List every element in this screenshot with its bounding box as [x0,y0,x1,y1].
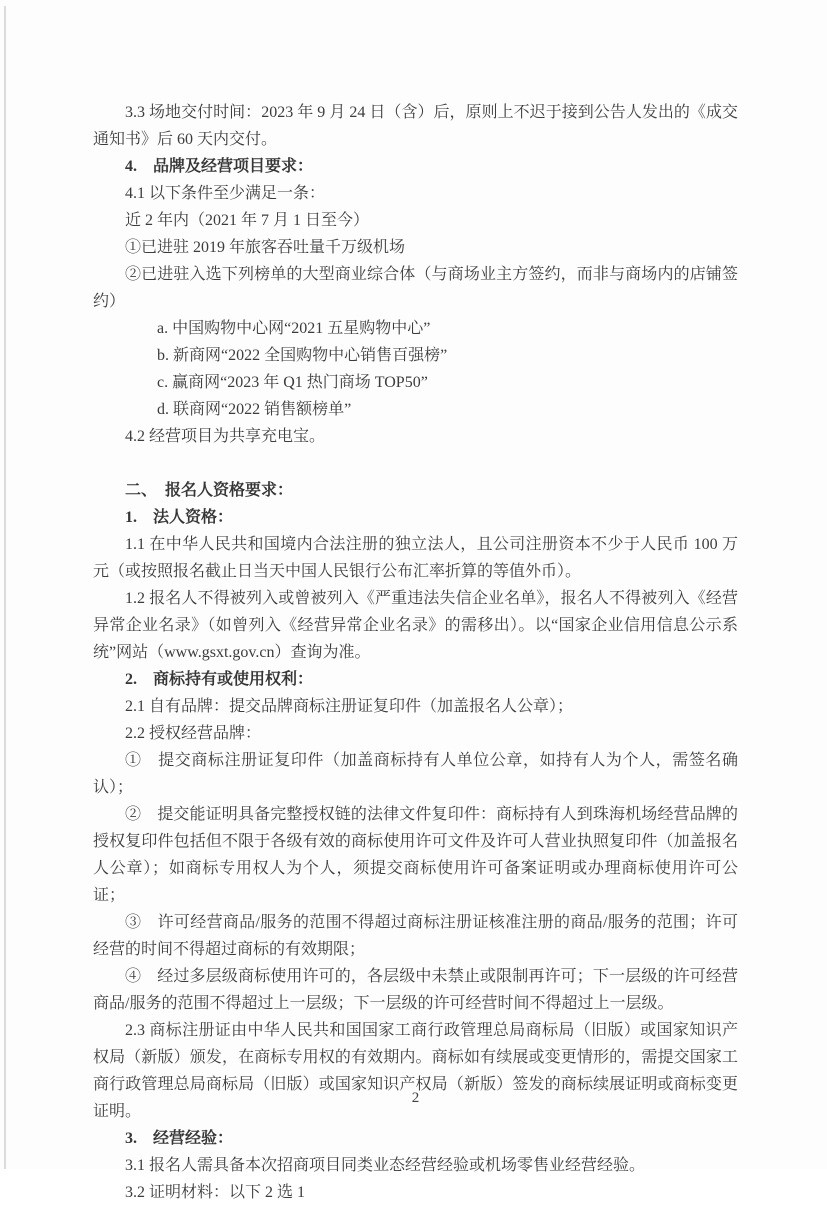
heading-brand-and-project-requirements-4: 4. 品牌及经营项目要求： [125,158,314,175]
para-license-scope-c3: ③ 许可经营商品/服务的范围不得超过商标注册证核准注册的商品/服务的范围；许可经营的时间不得超过商标的有效期限； [93,914,738,958]
para-condition-mall-lists: ②已进驻入选下列榜单的大型商业综合体（与商场业主方签约，而非与商场内的店铺签约） [93,266,738,310]
page-number: 2 [411,1090,420,1106]
list-item-a-mall-china: a. 中国购物中心网“2021 五星购物中心” [157,320,431,337]
list-item-b-xinshang: b. 新商网“2022 全国购物中心销售百强榜” [157,347,448,364]
para-trademark-issuer-2-3: 2.3 商标注册证由中华人民共和国国家工商行政管理总局商标局（旧版）或国家知识产权局（新版）颁发，在商标专用权的有效期内。商标如有续展或变更情形的，需提交国家工商行政管理总局商标局（旧版）或国家知识产权局（新版）签发的商标续展证明或商标变更证明。 [93,1022,738,1120]
scan-edge-artifact [4,6,6,1169]
para-business-powerbank-4-2: 4.2 经营项目为共享充电宝。 [125,428,326,445]
heading-trademark-rights-2: 2. 商标持有或使用权利： [125,671,314,688]
list-item-d-lianshang: d. 联商网“2022 销售额榜单” [157,401,352,418]
para-experience-requirement-3-1: 3.1 报名人需具备本次招商项目同类业态经营经验或机场零售业经营经验。 [125,1157,646,1174]
document-body [93,99,738,1206]
para-condition-airport: ①已进驻 2019 年旅客吞吐量千万级机场 [125,239,406,256]
para-recent-2-years: 近 2 年内（2021 年 7 月 1 日至今） [125,212,370,229]
heading-applicant-qualifications-section2: 二、 报名人资格要求： [125,482,294,499]
para-proof-materials-3-2: 3.2 证明材料：以下 2 选 1 [125,1184,306,1201]
list-item-c-yingshang: c. 赢商网“2023 年 Q1 热门商场 TOP50” [157,374,428,391]
para-site-handover-3-3: 3.3 场地交付时间：2023 年 9 月 24 日（含）后，原则上不迟于接到公告人发出的《成交通知书》后 60 天内交付。 [93,104,738,148]
heading-legal-person-qualification-1: 1. 法人资格： [125,509,234,526]
para-multilevel-license-c4: ④ 经过多层级商标使用许可的，各层级中未禁止或限制再许可；下一层级的许可经营商品/服务的范围不得超过上一层级；下一层级的许可经营时间不得超过上一层级。 [93,968,738,1012]
para-own-brand-2-1: 2.1 自有品牌：提交品牌商标注册证复印件（加盖报名人公章）； [125,698,574,715]
para-conditions-4-1: 4.1 以下条件至少满足一条： [125,185,326,202]
heading-operating-experience-3: 3. 经营经验： [125,1130,234,1147]
para-trademark-cert-copy-c1: ① 提交商标注册证复印件（加盖商标持有人单位公章，如持有人为个人，需签名确认）； [93,752,738,796]
para-registered-capital-1-1: 1.1 在中华人民共和国境内合法注册的独立法人，且公司注册资本不少于人民币 100 万元（或按照报名截止日当天中国人民银行公布汇率折算的等值外币）。 [93,536,738,580]
para-authorization-chain-c2: ② 提交能证明具备完整授权链的法律文件复印件：商标持有人到珠海机场经营品牌的授权复印件包括但不限于各级有效的商标使用许可文件及许可人营业执照复印件（加盖报名人公章）；如商标专用权人为个人，须提交商标使用许可备案证明或办理商标使用许可公证； [93,806,738,904]
para-credit-blacklist-1-2: 1.2 报名人不得被列入或曾被列入《严重违法失信企业名单》，报名人不得被列入《经营异常企业名录》（如曾列入《经营异常企业名录》的需移出）。以“国家企业信用信息公示系统”网站（www.gsxt.gov.cn）查询为准。 [93,590,738,661]
blank-line [93,450,738,477]
para-authorized-brand-2-2: 2.2 授权经营品牌： [125,725,262,742]
